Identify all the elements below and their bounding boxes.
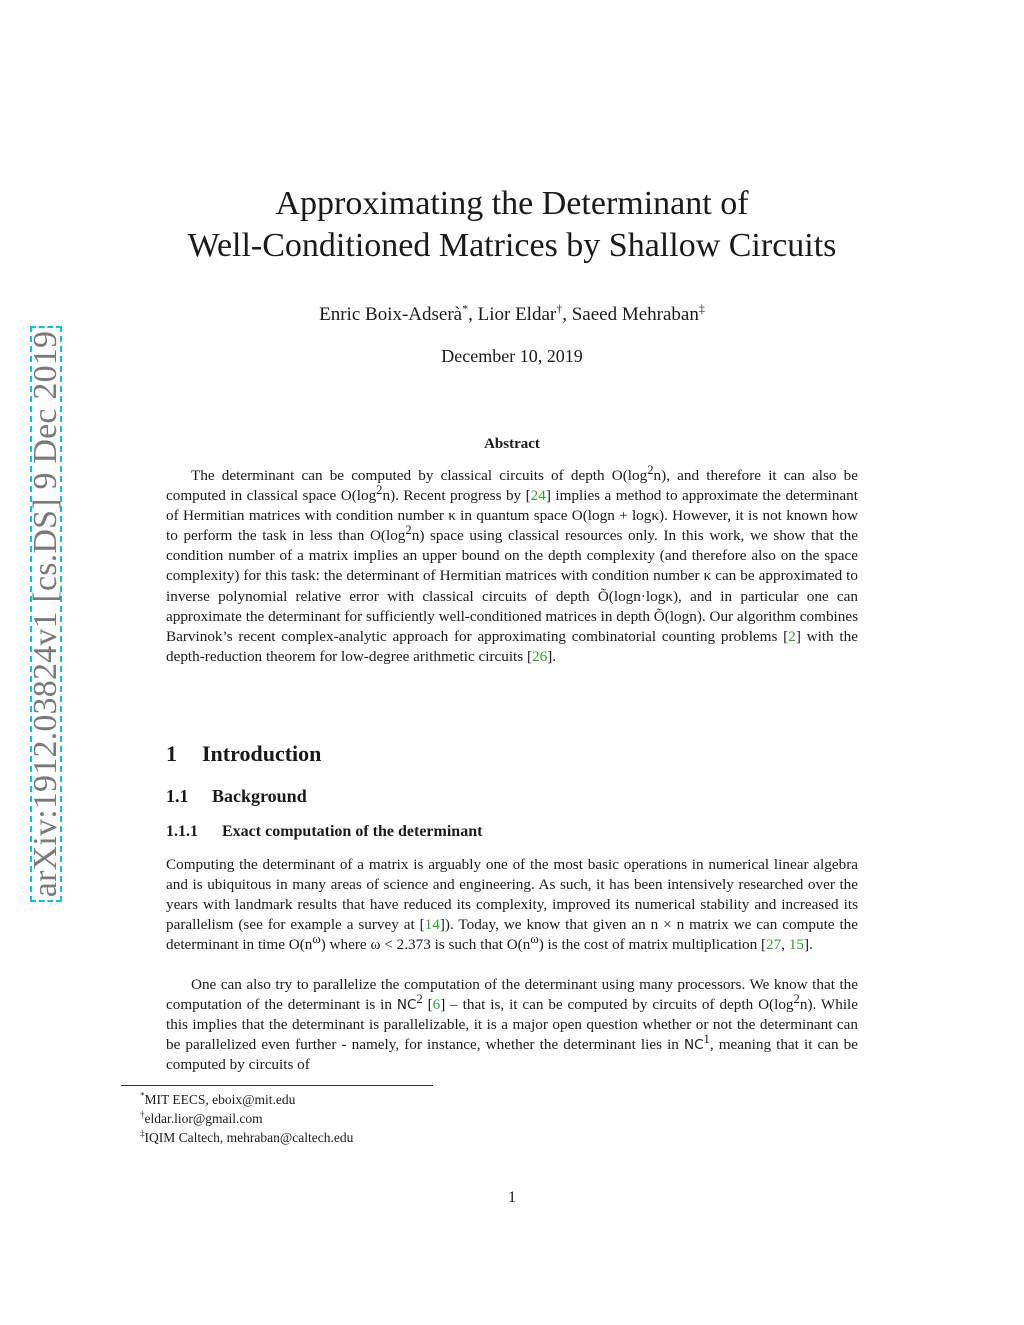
paper-date: December 10, 2019 bbox=[441, 346, 583, 366]
footnotes bbox=[140, 1090, 353, 1147]
section-number: 1.1.1 bbox=[166, 823, 198, 840]
footnote: *MIT EECS, eboix@mit.edu bbox=[140, 1090, 296, 1107]
subsubsection-heading-exact-computation bbox=[166, 823, 482, 841]
citation-link[interactable]: 27 bbox=[766, 936, 782, 953]
citation-link[interactable]: 6 bbox=[432, 996, 441, 1013]
section-title: Exact computation of the determinant bbox=[222, 823, 483, 840]
abstract-text: The determinant can be computed by classical circuits of depth $O(\log^2n)$, and therefore it can also be computed in classical space $O(\log^2n)$. Recent progress by [24] implies a method to approximate the determinant of Hermitian matrices with condition number κ in quantum space O(logn + logκ). However, it is not known how to perform the task in less than $O(\log^2n)$ space using classical resources only. In this work, we show that the condition number of a matrix implies an upper bound on the depth complexity (and therefore also on the space complexity) for this task: the determinant of Hermitian matrices with condition number κ can be approximated to inverse polynomial relative error with classical circuits of depth Õ(logn·logκ), and in particular one can approximate the determinant for sufficiently well-conditioned matrices in depth Õ(logn). Our algorithm combines Barvinok’s recent complex-analytic approach for approximating combinatorial counting problems [2] with the depth-reduction theorem for low-degree arithmetic circuits [26]. bbox=[166, 462, 859, 665]
author-name: Lior Eldar bbox=[477, 304, 557, 325]
citation-link[interactable]: 15 bbox=[788, 936, 805, 953]
footnote: ‡IQIM Caltech, mehraban@caltech.edu bbox=[140, 1128, 354, 1145]
citation-link[interactable]: 2 bbox=[788, 627, 796, 645]
citation-link[interactable]: 24 bbox=[530, 487, 546, 505]
section-number: 1 bbox=[166, 741, 177, 766]
author-name: Enric Boix-Adserà bbox=[319, 304, 463, 325]
arxiv-identifier[interactable]: arXiv:1912.03824v1 [cs.DS] 9 Dec 2019 bbox=[27, 330, 64, 898]
title-line-2: Well-Conditioned Matrices by Shallow Circuits bbox=[187, 227, 837, 264]
section-heading-introduction bbox=[166, 741, 321, 767]
title-line-1: Approximating the Determinant of bbox=[275, 185, 749, 222]
citation-link[interactable]: 14 bbox=[424, 916, 440, 933]
body-paragraph: Computing the determinant of a matrix is arguably one of the most basic operations in numerical linear algebra and is ubiquitous in many areas of science and engineering. As such, it has been intensively researched over the years with landmark results that have reduced its complexity, improved its numerical stability and increased its parallelism (see for example a survey at [14]). Today, we know that given an n × n matrix we can compute the determinant in time $O(n^\omega)$ where ω < 2.373 is such that $O(n^\omega)$ is the cost of matrix multiplication [27, 15]. bbox=[166, 856, 859, 953]
footnote-mark[interactable]: † bbox=[556, 301, 563, 316]
author-list: Enric Boix-Adserà*, Lior Eldar†, Saeed Mehraban‡ bbox=[319, 301, 705, 325]
abstract-heading: Abstract bbox=[484, 436, 540, 452]
body-paragraph: One can also try to parallelize the computation of the determinant using many processors. We know that the computation of the determinant is in $NC^2$ [6] – that is, it can be computed by circuits of depth $O(\log^2n)$. While this implies that the determinant is parallelizable, it is a major open question whether or not the determinant can be parallelized even further - namely, for instance, whether the determinant lies in $NC^1$, meaning that it can be computed by circuits of bbox=[166, 976, 858, 1073]
footnote: †eldar.lior@gmail.com bbox=[140, 1109, 263, 1126]
footnote-mark[interactable]: ‡ bbox=[698, 301, 705, 316]
page-number: 1 bbox=[508, 1189, 516, 1206]
footnote-mark[interactable]: * bbox=[462, 301, 469, 316]
footnote-divider bbox=[121, 1085, 433, 1086]
section-number: 1.1 bbox=[166, 786, 189, 806]
section-title: Background bbox=[212, 786, 307, 806]
section-title: Introduction bbox=[202, 741, 322, 766]
paper-title bbox=[120, 183, 904, 267]
citation-link[interactable]: 26 bbox=[532, 647, 548, 665]
subsection-heading-background bbox=[166, 786, 307, 807]
author-name: Saeed Mehraban bbox=[571, 304, 699, 325]
